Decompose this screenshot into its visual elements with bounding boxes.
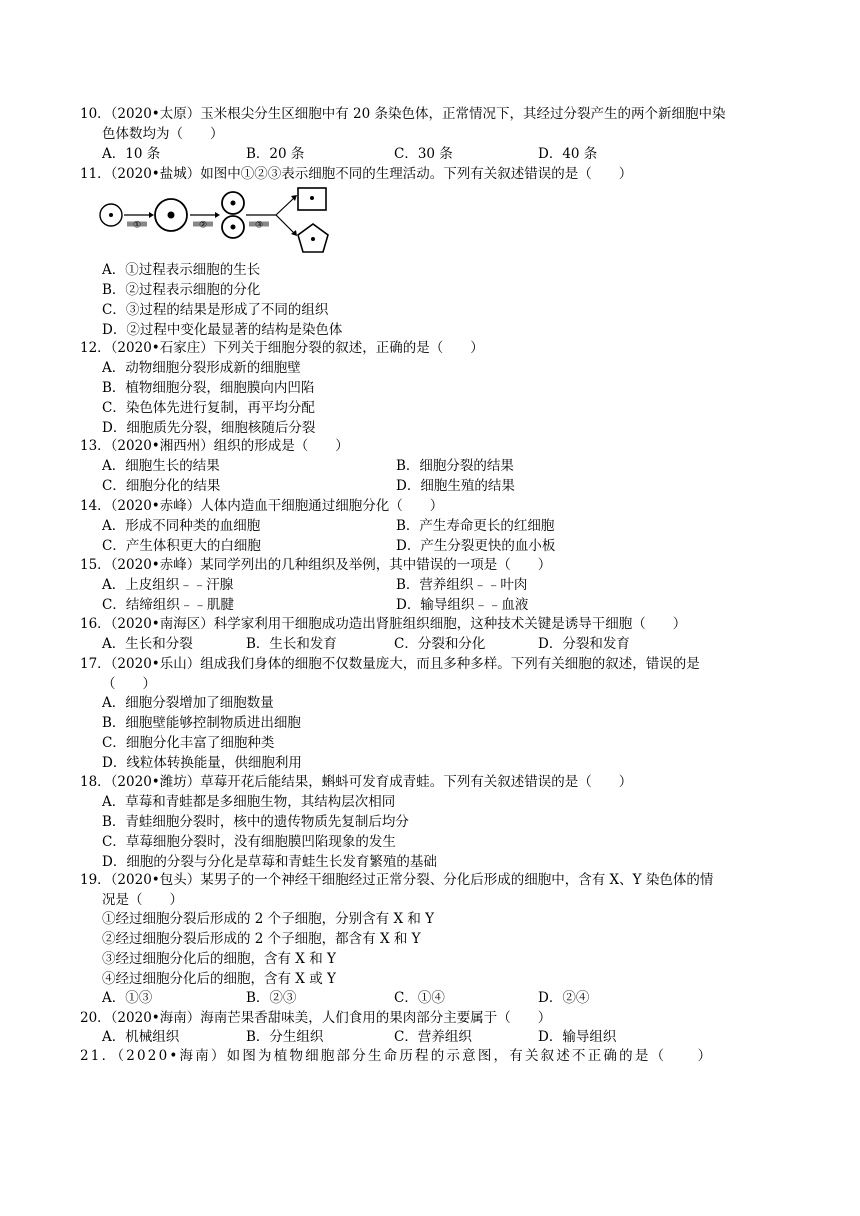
options-row xyxy=(102,516,802,536)
option-b[interactable]: B．分生组织 xyxy=(246,1029,324,1045)
option-d[interactable]: D．细胞生殖的结果 xyxy=(396,478,515,494)
option-a[interactable]: A．形成不同种类的血细胞 xyxy=(102,518,261,534)
question-stem: 15．（2020•赤峰）某同学列出的几种组织及举例，其中错误的一项是（ ） xyxy=(80,557,552,573)
option-b[interactable]: B．②③ xyxy=(246,990,297,1006)
option-a[interactable]: A．细胞生长的结果 xyxy=(102,458,220,474)
statement-3: ③经过细胞分化后的细胞，含有 X 和 Y xyxy=(102,951,336,967)
question-stem: 14．（2020•赤峰）人体内造血干细胞通过细胞分化（ ） xyxy=(80,498,444,514)
question-10 xyxy=(80,104,790,144)
statements-list xyxy=(102,909,434,989)
option-b[interactable]: B．细胞壁能够控制物质进出细胞 xyxy=(102,715,301,731)
question-stem: 19．（2020•包头）某男子的一个神经干细胞经过正常分裂、分化后形成的细胞中，含有 X、Y 染色体的情 xyxy=(80,872,714,888)
options-row xyxy=(80,988,790,1008)
options-row xyxy=(102,575,802,595)
option-d[interactable]: D．②④ xyxy=(538,990,590,1006)
question-13 xyxy=(80,436,790,456)
question-12 xyxy=(80,338,790,358)
question-stem: 20．（2020•海南）海南芒果香甜味美，人们食用的果肉部分主要属于（ ） xyxy=(80,1010,552,1026)
question-15 xyxy=(80,555,790,575)
options-row xyxy=(102,476,802,496)
option-a[interactable]: A．①过程表示细胞的生长 xyxy=(102,262,261,278)
question-stem: 13．（2020•湘西州）组织的形成是（ ） xyxy=(80,438,349,454)
option-c[interactable]: C．结缔组织﹣﹣肌腱 xyxy=(102,597,234,613)
option-c[interactable]: C．30 条 xyxy=(394,146,453,162)
options-row xyxy=(102,536,802,556)
options-row xyxy=(102,456,802,476)
option-b[interactable]: B．20 条 xyxy=(246,146,305,162)
question-stem: 21．（2020•海南）如图为植物细胞部分生命历程的示意图，有关叙述不正确的是（ ） xyxy=(80,1048,714,1064)
question-stem: 11．（2020•盐城）如图中①②③表示细胞不同的生理活动。下列有关叙述错误的是（ ） xyxy=(80,166,633,182)
option-c[interactable]: C．产生体积更大的白细胞 xyxy=(102,538,261,554)
option-d[interactable]: D．线粒体转换能量，供细胞利用 xyxy=(102,755,302,771)
question-17 xyxy=(80,654,790,694)
option-b[interactable]: B．②过程表示细胞的分化 xyxy=(102,282,261,298)
option-c[interactable]: C．①④ xyxy=(394,990,445,1006)
option-a[interactable]: A．细胞分裂增加了细胞数量 xyxy=(102,695,274,711)
option-c[interactable]: C．染色体先进行复制，再平均分配 xyxy=(102,400,315,416)
option-d[interactable]: D．输导组织 xyxy=(538,1029,617,1045)
option-d[interactable]: D．分裂和发育 xyxy=(538,636,630,652)
question-stem-continued: 色体数均为（ ） xyxy=(102,126,224,142)
diagram-label-3: ③ xyxy=(254,220,264,231)
option-b[interactable]: B．产生寿命更长的红细胞 xyxy=(396,518,555,534)
question-14 xyxy=(80,496,790,516)
option-b[interactable]: B．青蛙细胞分裂时，核中的遗传物质先复制后均分 xyxy=(102,814,409,830)
options-row xyxy=(80,144,790,164)
option-b[interactable]: B．生长和发育 xyxy=(246,636,337,652)
options-list xyxy=(102,693,302,773)
question-stem-continued: 况是（ ） xyxy=(102,892,183,908)
option-a[interactable]: A．草莓和青蛙都是多细胞生物，其结构层次相同 xyxy=(102,794,396,810)
option-d[interactable]: D．输导组织﹣﹣血液 xyxy=(396,597,529,613)
question-21 xyxy=(80,1046,790,1066)
question-stem: 18．（2020•潍坊）草莓开花后能结果，蝌蚪可发育成青蛙。下列有关叙述错误的是（ ） xyxy=(80,774,633,790)
statement-1: ①经过细胞分裂后形成的 2 个子细胞，分别含有 X 和 Y xyxy=(102,911,435,927)
question-stem-continued: （ ） xyxy=(102,676,156,692)
question-11 xyxy=(80,164,790,184)
option-d[interactable]: D．②过程中变化最显著的结构是染色体 xyxy=(102,322,343,338)
diagram-label-2: ② xyxy=(198,220,208,231)
options-list xyxy=(102,358,315,438)
option-d[interactable]: D．40 条 xyxy=(538,146,598,162)
option-a[interactable]: A．10 条 xyxy=(102,146,161,162)
statement-4: ④经过细胞分化后的细胞，含有 X 或 Y xyxy=(102,971,336,987)
option-d[interactable]: D．细胞质先分裂，细胞核随后分裂 xyxy=(102,420,316,436)
options-list xyxy=(102,792,437,872)
options-row xyxy=(102,595,802,615)
options-row xyxy=(80,1027,790,1047)
option-b[interactable]: B．细胞分裂的结果 xyxy=(396,458,514,474)
question-16 xyxy=(80,614,790,634)
question-stem: 17．（2020•乐山）组成我们身体的细胞不仅数量庞大，而且多种多样。下列有关细胞的叙述，错误的是 xyxy=(80,656,700,672)
option-b[interactable]: B．营养组织﹣﹣叶肉 xyxy=(396,577,528,593)
option-c[interactable]: C．分裂和分化 xyxy=(394,636,486,652)
option-a[interactable]: A．生长和分裂 xyxy=(102,636,193,652)
option-b[interactable]: B．植物细胞分裂，细胞膜向内凹陷 xyxy=(102,380,315,396)
statement-2: ②经过细胞分裂后形成的 2 个子细胞，都含有 X 和 Y xyxy=(102,931,421,947)
option-c[interactable]: C．营养组织 xyxy=(394,1029,472,1045)
question-20 xyxy=(80,1008,790,1028)
option-a[interactable]: A．动物细胞分裂形成新的细胞壁 xyxy=(102,360,301,376)
option-c[interactable]: C．细胞分化的结果 xyxy=(102,478,221,494)
question-19 xyxy=(80,870,790,910)
question-stem: 12．（2020•石家庄）下列关于细胞分裂的叙述，正确的是（ ） xyxy=(80,340,484,356)
cell-process-diagram xyxy=(96,186,336,256)
option-c[interactable]: C．草莓细胞分裂时，没有细胞膜凹陷现象的发生 xyxy=(102,834,396,850)
diagram-label-1: ① xyxy=(132,220,142,231)
option-c[interactable]: C．细胞分化丰富了细胞种类 xyxy=(102,735,275,751)
question-stem: 10．（2020•太原）玉米根尖分生区细胞中有 20 条染色体，正常情况下，其经过分裂产生的两个新细胞中染 xyxy=(80,106,726,122)
option-a[interactable]: A．机械组织 xyxy=(102,1029,180,1045)
option-a[interactable]: A．上皮组织﹣﹣汗腺 xyxy=(102,577,234,593)
options-row xyxy=(80,634,790,654)
option-c[interactable]: C．③过程的结果是形成了不同的组织 xyxy=(102,302,329,318)
option-a[interactable]: A．①③ xyxy=(102,990,153,1006)
question-stem: 16．（2020•南海区）科学家利用干细胞成功造出肾脏组织细胞，这种技术关键是诱导干细胞（ ） xyxy=(80,616,687,632)
option-d[interactable]: D．产生分裂更快的血小板 xyxy=(396,538,556,554)
option-d[interactable]: D．细胞的分裂与分化是草莓和青蛙生长发育繁殖的基础 xyxy=(102,854,437,870)
question-18 xyxy=(80,772,790,792)
options-list xyxy=(102,260,342,340)
